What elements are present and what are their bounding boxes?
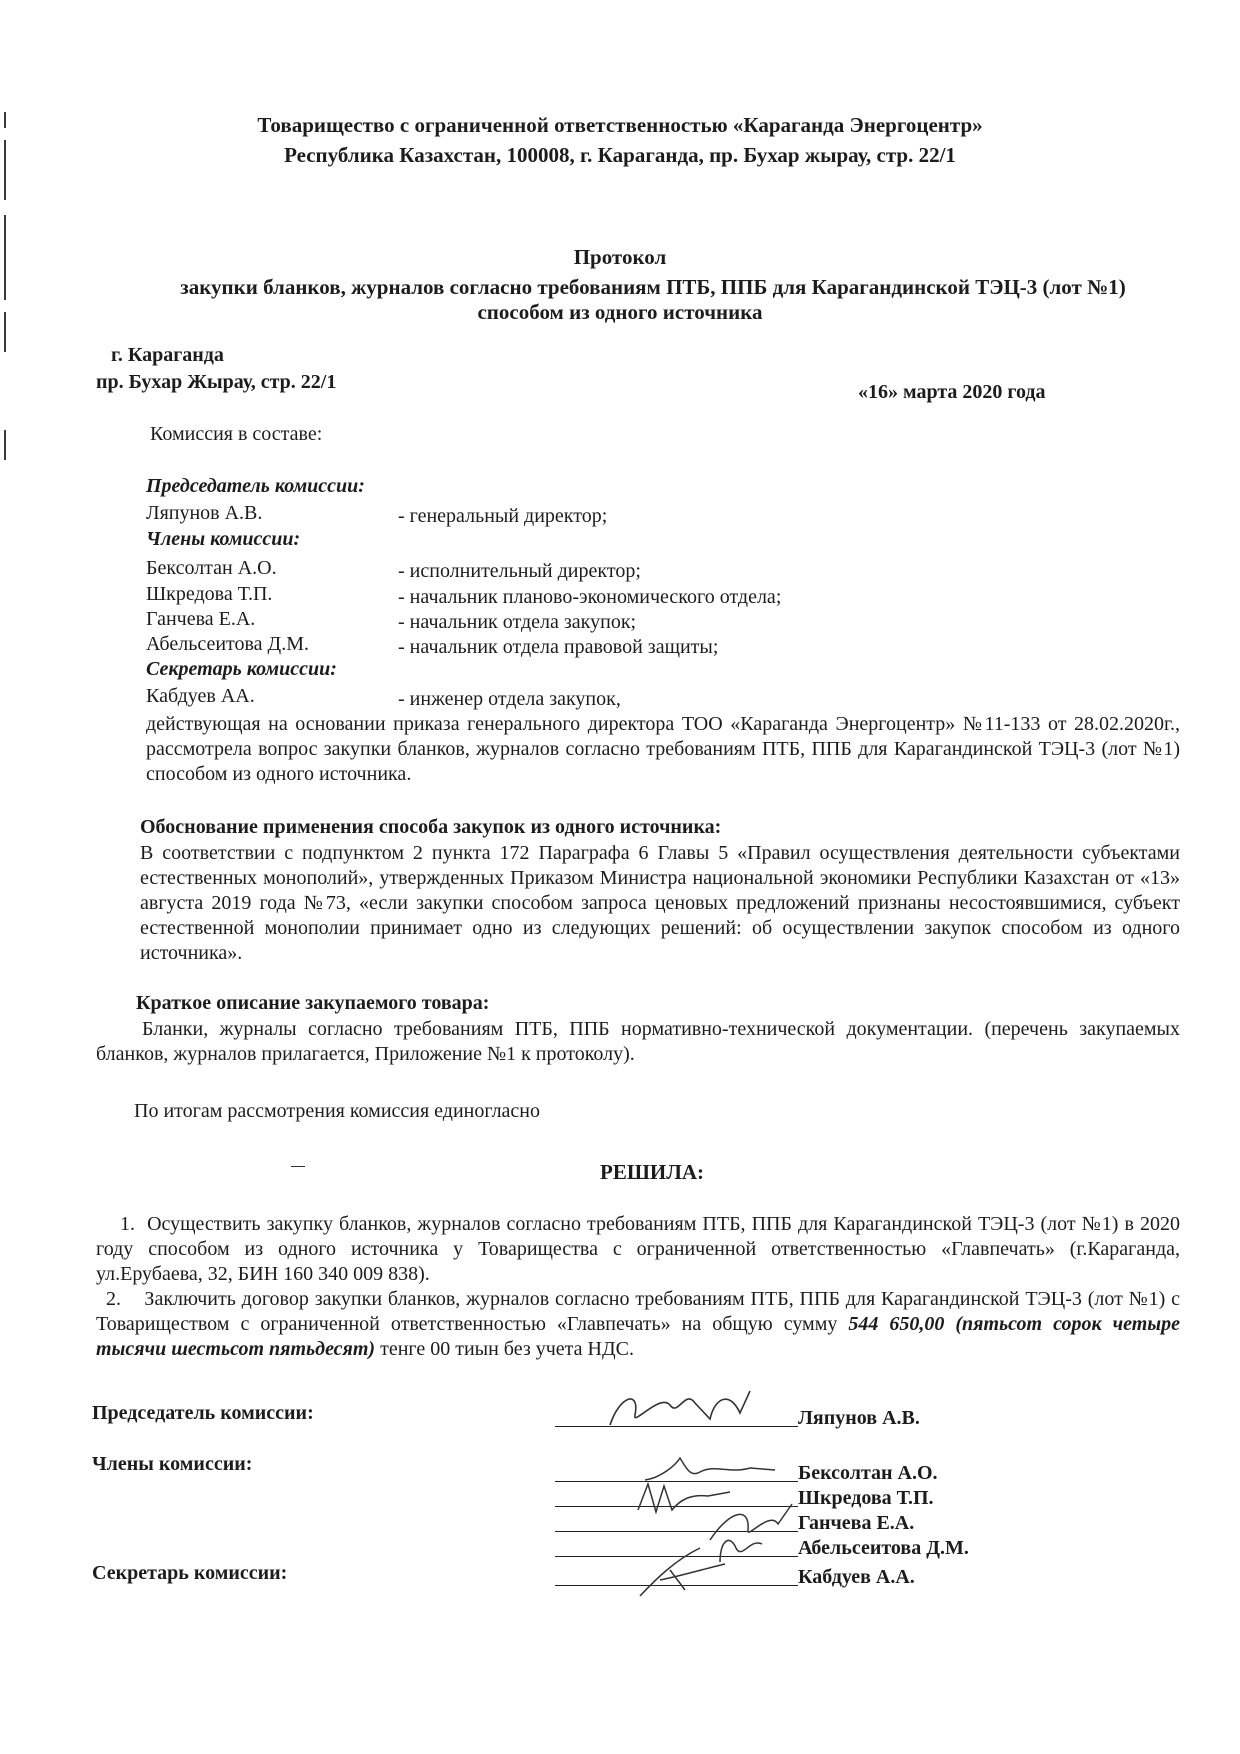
decision-text: Осуществить закупку бланков, журналов согласно требованиям ПТБ, ППБ для Карагандинской ТЭЦ-3 (лот №1) в 2020 году способом из одного источника у Товарищества с ограниченной ответственностью «Главпечать» (г.Караганда, ул.Ерубаева, 32, БИН 160 340 009 838). bbox=[96, 1213, 1180, 1285]
justification-heading: Обоснование применения способа закупок из одного источника: bbox=[140, 816, 722, 838]
member-name: Шкредова Т.П. bbox=[146, 583, 273, 605]
description-heading: Краткое описание закупаемого товара: bbox=[136, 992, 490, 1014]
member-role: - начальник отдела правовой защиты; bbox=[398, 636, 719, 658]
decision-item-2 bbox=[96, 1287, 1180, 1362]
chair-signature-label: Председатель комиссии: bbox=[92, 1402, 314, 1424]
organization-name: Товарищество с ограниченной ответственностью «Караганда Энергоцентр» bbox=[257, 113, 983, 137]
secretary-signature-label: Секретарь комиссии: bbox=[92, 1562, 288, 1584]
chair-role: - генеральный директор; bbox=[398, 505, 608, 527]
contract-amount: 544 650,00 (пятьсот сорок четыре тысячи шестьсот пятьдесят) bbox=[96, 1313, 1181, 1360]
member-role: - начальник отдела закупок; bbox=[398, 611, 637, 633]
basis-paragraph: действующая на основании приказа генерального директора ТОО «Караганда Энергоцентр» №11-133 от 28.02.2020г., рассмотрела вопрос закупки бланков, журналов согласно требованиям ПТБ, ППБ для Карагандинской ТЭЦ-3 (лот №1) способом из одного источника. bbox=[146, 713, 1180, 785]
decision-item-1 bbox=[96, 1212, 1180, 1287]
member-signature-name: Бексолтан А.О. bbox=[798, 1462, 938, 1484]
document-heading: Протокол bbox=[573, 245, 667, 269]
secretary-signature-name: Кабдуев А.А. bbox=[798, 1566, 915, 1588]
document-method: способом из одного источника bbox=[477, 300, 763, 324]
members-heading: Члены комиссии: bbox=[146, 528, 301, 550]
member-signature-name: Абельсеитова Д.М. bbox=[798, 1537, 969, 1559]
chair-heading: Председатель комиссии: bbox=[146, 475, 365, 497]
handwritten-signature bbox=[600, 1385, 800, 1433]
chair-signature-name: Ляпунов А.В. bbox=[798, 1407, 920, 1429]
decision-text: Заключить договор закупки бланков, журналов согласно требованиям ПТБ, ППБ для Карагандинской ТЭЦ-3 (лот №1) с Товариществом с ограниченной ответственностью «Главпечать» на общую сумму bbox=[96, 1288, 1181, 1335]
member-role: - исполнительный директор; bbox=[398, 560, 641, 582]
justification-paragraph: В соответствии с подпунктом 2 пункта 172 Параграфа 6 Главы 5 «Правил осуществления деятельности субъектами естественных монополий», утвержденных Приказом Министра национальной экономики Республики Казахстан от «13» августа 2019 года №73, «если закупки способом запроса ценовых предложений признаны несостоявшимися, субъект естественной монополии принимает одно из следующих решений: об осуществлении закупок способом из одного источника». bbox=[140, 842, 1180, 964]
address: пр. Бухар Жырау, стр. 22/1 bbox=[96, 371, 337, 393]
decision-number: 2. bbox=[106, 1288, 121, 1310]
city: г. Караганда bbox=[111, 344, 224, 366]
scan-edge-mark bbox=[4, 430, 6, 460]
handwritten-signature bbox=[630, 1540, 740, 1600]
member-name: Ганчева Е.А. bbox=[146, 608, 256, 630]
decision-text-tail: тенге 00 тиын без учета НДС. bbox=[375, 1338, 634, 1360]
member-name: Абельсеитова Д.М. bbox=[146, 633, 309, 655]
members-signature-label: Члены комиссии: bbox=[92, 1453, 253, 1475]
protocol-date: «16» марта 2020 года bbox=[858, 381, 1046, 403]
document-subject: закупки бланков, журналов согласно требованиям ПТБ, ППБ для Карагандинской ТЭЦ-3 (лот №1) bbox=[180, 275, 1126, 299]
organization-address: Республика Казахстан, 100008, г. Караганда, пр. Бухар жырау, стр. 22/1 bbox=[284, 143, 956, 167]
decision-heading: РЕШИЛА: bbox=[600, 1160, 705, 1184]
secretary-role: - инженер отдела закупок, bbox=[398, 688, 621, 710]
secretary-name: Кабдуев АА. bbox=[146, 685, 255, 707]
member-signature-name: Ганчева Е.А. bbox=[798, 1512, 915, 1534]
member-signature-name: Шкредова Т.П. bbox=[798, 1487, 934, 1509]
stray-dash bbox=[291, 1166, 305, 1167]
secretary-heading: Секретарь комиссии: bbox=[146, 658, 337, 680]
decision-number: 1. bbox=[120, 1213, 135, 1235]
member-role: - начальник планово-экономического отдела; bbox=[398, 586, 782, 608]
commission-intro: Комиссия в составе: bbox=[150, 423, 323, 445]
chair-name: Ляпунов А.В. bbox=[146, 502, 263, 524]
description-paragraph: Бланки, журналы согласно требованиям ПТБ, ППБ нормативно-технической документации. (перечень закупаемых бланков, журналов прилагается, Приложение №1 к протоколу). bbox=[96, 1018, 1180, 1065]
outcome-intro: По итогам рассмотрения комиссия единогласно bbox=[134, 1100, 541, 1122]
member-name: Бексолтан А.О. bbox=[146, 557, 277, 579]
